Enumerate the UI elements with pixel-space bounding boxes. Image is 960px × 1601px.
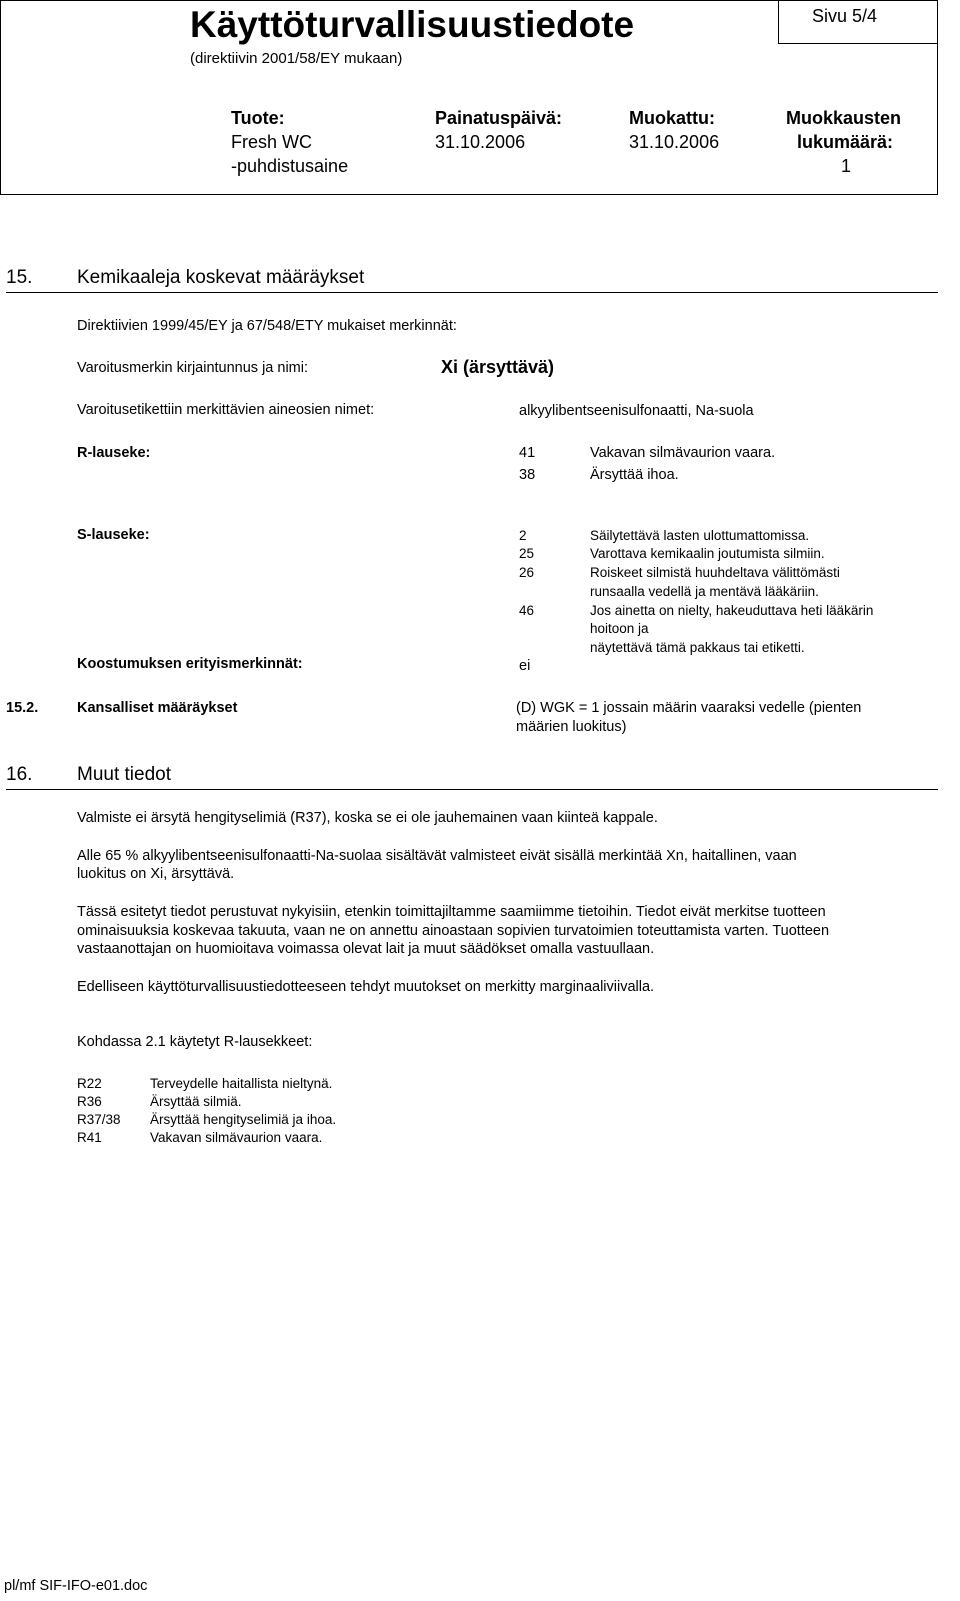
product-name-line2: -puhdistusaine <box>231 156 349 176</box>
label-substances-label: Varoitusetikettiin merkittävien aineosien nimet: <box>77 402 375 418</box>
s-phrase-text-cont: näytettävä tämä pakkaus tai etiketti. <box>590 640 805 655</box>
s-phrase-code: 46 <box>519 603 535 618</box>
r-phrase-code: 41 <box>519 445 536 461</box>
special-markings-value: ei <box>519 658 531 674</box>
s-phrase-text-cont: hoitoon ja <box>590 621 649 636</box>
paragraph-cont: vastaanottajan on huomioitava voimassa olevat lait ja muut säädökset omalla vastuullaan. <box>77 941 655 957</box>
section-16-rule <box>6 789 938 790</box>
hazard-symbol-label: Varoitusmerkin kirjaintunnus ja nimi: <box>77 360 309 376</box>
national-regulations-value: (D) WGK = 1 jossain määrin vaaraksi vedelle (pienten <box>516 700 862 716</box>
r-list-code: R41 <box>77 1130 102 1145</box>
section-15-number: 15. <box>6 267 33 288</box>
paragraph: Alle 65 % alkyylibentseenisulfonaatti-Na-suolaa sisältävät valmisteet eivät sisällä merkintää Xn, haitallinen, vaan <box>77 848 797 864</box>
footer-doc-id: pl/mf SIF-IFO-e01.doc <box>4 1578 148 1594</box>
s-phrase-code: 25 <box>519 546 535 561</box>
r-phrase-code: 38 <box>519 467 536 483</box>
section-15-title: Kemikaaleja koskevat määräykset <box>77 267 365 288</box>
print-date: 31.10.2006 <box>435 132 526 152</box>
r-list-text: Vakavan silmävaurion vaara. <box>150 1130 323 1145</box>
document-title: Käyttöturvallisuustiedote <box>190 4 635 45</box>
section-16-title: Muut tiedot <box>77 764 171 785</box>
r-phrases-label: R-lauseke: <box>77 445 151 461</box>
paragraph-cont: luokitus on Xi, ärsyttävä. <box>77 866 235 882</box>
s-phrase-text: Säilytettävä lasten ulottumattomissa. <box>590 528 810 543</box>
national-regulations-value-cont: määrien luokitus) <box>516 719 627 735</box>
s-phrases-label: S-lauseke: <box>77 527 150 543</box>
section-16-number: 16. <box>6 764 33 785</box>
modified-date: 31.10.2006 <box>629 132 720 152</box>
label-substances-value: alkyylibentseenisulfonaatti, Na-suola <box>519 403 754 419</box>
r-phrase-text: Ärsyttää ihoa. <box>590 467 679 483</box>
section-15-rule <box>6 292 938 293</box>
r-list-code: R22 <box>77 1076 102 1091</box>
r-list-title: Kohdassa 2.1 käytetyt R-lausekkeet: <box>77 1034 313 1050</box>
national-section-number: 15.2. <box>6 700 39 716</box>
document-subtitle: (direktiivin 2001/58/EY mukaan) <box>190 50 403 67</box>
modified-label: Muokattu: <box>629 108 715 128</box>
r-phrase-text: Vakavan silmävaurion vaara. <box>590 445 776 461</box>
r-list-text: Ärsyttää silmiä. <box>150 1094 242 1109</box>
s-phrase-text: Roiskeet silmistä huuhdeltava välittömästi <box>590 565 840 580</box>
page-number: Sivu 5/4 <box>812 6 878 26</box>
s-phrase-text: Varottava kemikaalin joutumista silmiin. <box>590 546 825 561</box>
s-phrase-code: 2 <box>519 528 527 543</box>
paragraph: Tässä esitetyt tiedot perustuvat nykyisiin, etenkin toimittajiltamme saamiimme tietoihin. Tiedot eivät merkitse tuotteen <box>77 904 826 920</box>
paragraph: Valmiste ei ärsytä hengityselimiä (R37), koska se ei ole jauhemainen vaan kiinteä kappale. <box>77 810 658 826</box>
s-phrase-text-cont: runsaalla vedellä ja mentävä lääkäriin. <box>590 584 819 599</box>
s-phrase-text: Jos ainetta on nielty, hakeuduttava heti lääkärin <box>590 603 874 618</box>
revisions-label-line2: lukumäärä: <box>797 132 894 152</box>
product-name-line1: Fresh WC <box>231 132 312 152</box>
paragraph-cont: ominaisuuksia koskevaa takuuta, vaan ne on annettu ainoastaan sopivien turvatoimien toteuttamista varten. Tuotteen <box>77 923 830 939</box>
product-label: Tuote: <box>231 108 285 128</box>
s-phrase-code: 26 <box>519 565 535 580</box>
directives-heading: Direktiivien 1999/45/EY ja 67/548/ETY mukaiset merkinnät: <box>77 318 457 334</box>
print-date-label: Painatuspäivä: <box>435 108 563 128</box>
paragraph: Edelliseen käyttöturvallisuustiedotteeseen tehdyt muutokset on merkitty marginaaliviivalla. <box>77 979 655 995</box>
r-list-code: R37/38 <box>77 1112 121 1127</box>
revisions-label-line1: Muokkausten <box>786 108 902 128</box>
national-regulations-label: Kansalliset määräykset <box>77 700 238 716</box>
r-list-code: R36 <box>77 1094 102 1109</box>
revisions-count: 1 <box>841 156 852 176</box>
special-markings-label: Koostumuksen erityismerkinnät: <box>77 656 303 672</box>
r-list-text: Terveydelle haitallista nieltynä. <box>150 1076 333 1091</box>
hazard-symbol-value: Xi (ärsyttävä) <box>441 357 555 377</box>
r-list-text: Ärsyttää hengityselimiä ja ihoa. <box>150 1112 337 1127</box>
